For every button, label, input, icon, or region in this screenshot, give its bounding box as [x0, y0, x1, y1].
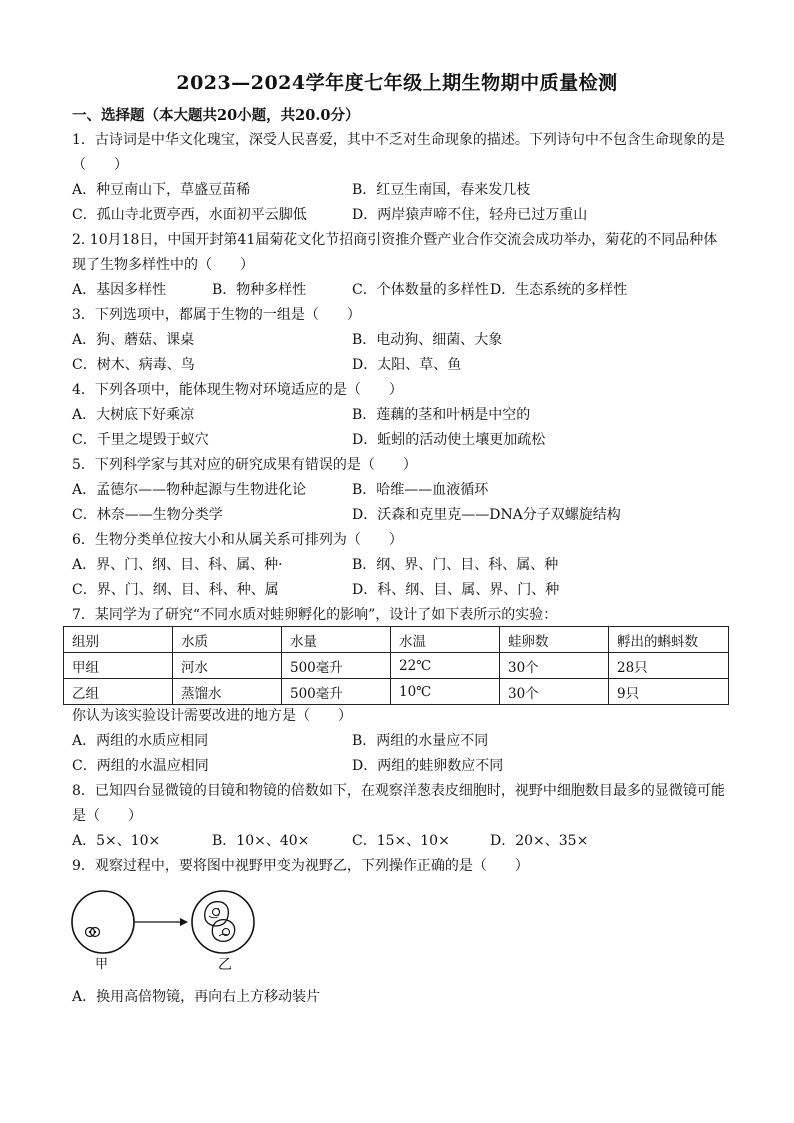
q6-option-a: A．界、门、纲、目、科、属、种·: [72, 557, 283, 573]
table-cell: 500毫升: [282, 653, 391, 679]
q1-stem-line2: （ ）: [72, 157, 128, 173]
table-header-row: [64, 627, 729, 653]
q4-stem: 4．下列各项中，能体现生物对环境适应的是（ ）: [72, 382, 403, 398]
table-row: [64, 653, 729, 679]
experiment-table: [63, 626, 729, 705]
table-header-cell: 水质: [173, 627, 282, 653]
q8-option-d: D．20×、35×: [490, 833, 589, 849]
q6-option-c: C．界、门、纲、目、科、种、属: [72, 582, 279, 598]
table-cell: 22℃: [391, 653, 500, 679]
table-header-cell: 蛙卵数: [500, 627, 609, 653]
q1-option-d: D．两岸猿声啼不住，轻舟已过万重山: [352, 207, 588, 223]
table-cell: 30个: [500, 653, 609, 679]
q2-option-c: C．个体数量的多样性: [352, 282, 489, 298]
table-cell: 蒸馏水: [173, 679, 282, 705]
q7-option-d: D．两组的蛙卵数应不同: [352, 758, 504, 774]
q2-stem-line1: 2. 10月18日，中国开封第41届菊花文化节招商引资推介暨产业合作交流会成功举办，菊花的不同品种体: [72, 232, 718, 248]
q6-option-b: B．纲、界、门、目、科、属、种: [352, 557, 559, 573]
q1-option-b: B．红豆生南国，春来发几枝: [352, 182, 531, 198]
table-header-cell: 孵出的蝌蚪数: [609, 627, 729, 653]
q7-option-b: B．两组的水量应不同: [352, 733, 489, 749]
table-cell: 500毫升: [282, 679, 391, 705]
table-cell: 9只: [609, 679, 729, 705]
table-header-cell: 水量: [282, 627, 391, 653]
table-cell: 甲组: [64, 653, 173, 679]
q3-option-c: C．树木、病毒、鸟: [72, 357, 195, 373]
field-jia: [72, 891, 134, 953]
q4-option-b: B．莲藕的茎和叶柄是中空的: [352, 407, 531, 423]
figure-label-jia: 甲: [95, 957, 109, 972]
arrow-icon: [134, 918, 188, 926]
q3-option-b: B．电动狗、细菌、大象: [352, 332, 503, 348]
q5-option-d: D．沃森和克里克——DNA分子双螺旋结构: [352, 507, 621, 523]
figure-label-yi: 乙: [218, 957, 232, 973]
q5-stem: 5．下列科学家与其对应的研究成果有错误的是（ ）: [72, 457, 417, 473]
table-cell: 乙组: [64, 679, 173, 705]
table-header-cell: 水温: [391, 627, 500, 653]
q7-stem: 7．某同学为了研究“不同水质对蛙卵孵化的影响”，设计了如下表所示的实验：: [72, 607, 558, 623]
q2-stem-line2: 现了生物多样性中的（ ）: [72, 257, 254, 273]
q4-option-a: A．大树底下好乘凉: [72, 407, 195, 423]
q7-option-a: A．两组的水质应相同: [72, 733, 209, 749]
q1-option-a: A．种豆南山下，草盛豆苗稀: [72, 182, 251, 198]
table-cell: 30个: [500, 679, 609, 705]
q7-option-c: C．两组的水温应相同: [72, 758, 209, 774]
page-title: 2023—2024学年度七年级上期生物期中质量检测: [176, 72, 618, 94]
q6-option-d: D．科、纲、目、属、界、门、种: [352, 582, 560, 598]
q2-option-a: A．基因多样性: [72, 282, 167, 298]
section-heading: 一、选择题（本大题共20小题，共20.0分）: [72, 107, 360, 124]
q2-option-b: B．物种多样性: [212, 282, 307, 298]
q9-option-a: A．换用高倍物镜，再向右上方移动装片: [72, 989, 321, 1005]
q3-option-d: D．太阳、草、鱼: [352, 357, 462, 373]
q1-stem-line1: 1．古诗词是中华文化瑰宝，深受人民喜爱，其中不乏对生命现象的描述。下列诗句中不包含生命现象的是: [72, 132, 725, 148]
q8-option-b: B．10×、40×: [212, 833, 310, 849]
q8-option-c: C．15×、10×: [352, 833, 450, 849]
table-cell: 河水: [173, 653, 282, 679]
q8-stem-line1: 8．已知四台显微镜的目镜和物镜的倍数如下，在观察洋葱表皮细胞时，视野中细胞数目最多的显微镜可能: [72, 783, 725, 799]
q9-stem: 9．观察过程中，要将图中视野甲变为视野乙，下列操作正确的是（ ）: [72, 858, 529, 874]
q2-option-d: D．生态系统的多样性: [490, 282, 628, 298]
q6-stem: 6．生物分类单位按大小和从属关系可排列为（ ）: [72, 532, 403, 548]
q5-option-b: B．哈维——血液循环: [352, 482, 489, 498]
table-cell: 28只: [609, 653, 729, 679]
table-row: [64, 679, 729, 705]
q5-option-c: C．林奈——生物分类学: [72, 507, 223, 523]
q4-option-d: D．蚯蚓的活动使土壤更加疏松: [352, 432, 546, 448]
q8-stem-line2: 是（ ）: [72, 808, 142, 824]
table-header-cell: 组别: [64, 627, 173, 653]
q1-option-c: C．孤山寺北贾亭西，水面初平云脚低: [72, 207, 307, 223]
table-cell: 10℃: [391, 679, 500, 705]
field-yi: [192, 891, 254, 953]
q8-option-a: A．5×、10×: [72, 833, 161, 849]
q3-option-a: A．狗、蘑菇、课桌: [72, 332, 195, 348]
q4-option-c: C．千里之堤毁于蚁穴: [72, 432, 209, 448]
q3-stem: 3．下列选项中，都属于生物的一组是（ ）: [72, 307, 361, 323]
q7-question: 你认为该实验设计需要改进的地方是（ ）: [72, 708, 352, 724]
q5-option-a: A．孟德尔——物种起源与生物进化论: [72, 482, 307, 498]
